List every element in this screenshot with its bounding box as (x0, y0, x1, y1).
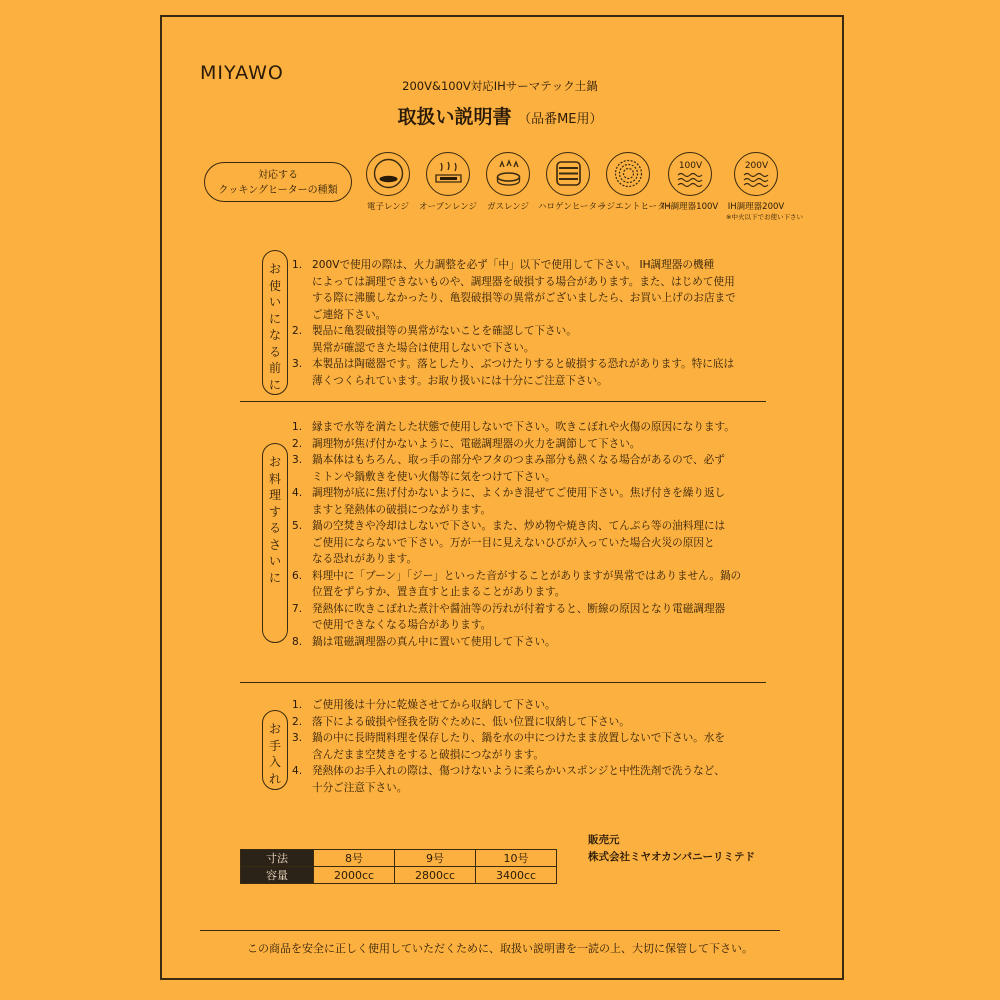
list-item (292, 730, 752, 763)
section-tag-char: さ (268, 537, 281, 552)
list-item (292, 419, 752, 436)
appliance-label: 電子レンジ (366, 202, 410, 212)
section-before-use (292, 257, 752, 389)
list-item (292, 601, 752, 634)
item-number: 4. (292, 487, 303, 499)
list-item (292, 485, 752, 518)
appliance-label: IH調理器200V (727, 202, 785, 212)
table-cell: 2800cc (395, 867, 476, 884)
section-tag-char: 理 (268, 488, 281, 502)
item-line: ご連絡下さい。 (312, 308, 387, 321)
list-item (292, 452, 752, 485)
item-text (312, 518, 752, 568)
item-number: 2. (292, 325, 303, 337)
item-text (312, 436, 752, 453)
title-suffix: （品番ME用） (518, 112, 603, 127)
section-tag-char: れ (268, 771, 281, 786)
item-text (312, 568, 752, 601)
item-line: 発熱体のお手入れの際は、傷つけないように柔らかいスポンジと中性洗剤で洗うなど、 (312, 765, 725, 777)
section-tag-char: お (268, 455, 281, 469)
item-line: で使用できなくなる場合があります。 (312, 619, 492, 631)
item-number: 1. (292, 699, 303, 711)
item-number: 7. (292, 602, 303, 615)
item-text (312, 419, 752, 436)
table-header-cell: 容量 (241, 867, 314, 884)
appliance-label: オーブンレンジ (418, 202, 478, 212)
item-number: 1. (292, 421, 303, 433)
item-number: 6. (292, 569, 303, 582)
list-item (292, 436, 752, 453)
item-text (312, 323, 752, 356)
halogen-heater-icon (546, 152, 590, 196)
item-text (312, 356, 752, 389)
item-number: 2. (292, 437, 303, 450)
item-line: 落下による破損や怪我を防ぐために、低い位置に収納して下さい。 (312, 715, 630, 728)
item-line: 含んだまま空焚きをすると破損につながります。 (312, 748, 545, 761)
item-text (312, 452, 752, 485)
item-line: ご使用にならないで下さい。万が一目に見えないひびが入っていた場合火災の原因と (312, 536, 715, 549)
item-line: 料理中に「ブーン」「ジー」といった音がすることがありますが異常ではありません。鍋の (312, 569, 742, 582)
item-line: ますと発熱体の破損につながります。 (312, 503, 492, 516)
appliance-gas (478, 152, 538, 212)
item-line: 縁まで水等を満たした状態で使用しないで下さい。吹きこぼれや火傷の原因になります。 (312, 421, 735, 433)
list-item (292, 257, 752, 323)
item-text (312, 601, 752, 634)
item-line: 十分ご注意下さい。 (312, 781, 408, 794)
microwave-icon (366, 152, 410, 196)
section-tag-text (263, 454, 287, 586)
item-number: 8. (292, 635, 303, 648)
section-tag-char: お (268, 262, 281, 276)
seller-label: 販売元 (588, 834, 620, 846)
appliance-oven (418, 152, 478, 212)
item-text (312, 763, 752, 796)
item-line: 位置をずらすか、置き直すと止まることがあります。 (312, 586, 566, 598)
table-header-cell: 寸法 (241, 850, 314, 867)
heater-label-line: 対応する (258, 170, 298, 181)
appliance-label: ラジエントヒーター (598, 202, 675, 212)
section-tag-text (263, 721, 287, 787)
list-item (292, 697, 752, 714)
item-line: 鍋の空焚きや冷却はしないで下さい。また、炒め物や焼き肉、てんぷら等の油料理には (312, 520, 726, 532)
section-tag-char: 前 (268, 361, 281, 375)
appliance-radiant (598, 152, 675, 212)
section-tag-char: に (268, 311, 281, 326)
ih-100v-badge: 100V (678, 161, 702, 171)
divider (240, 682, 766, 683)
list-item (292, 356, 752, 389)
section-tag-char: 料 (268, 471, 281, 486)
ih-200v-badge: 200V (744, 161, 768, 171)
item-text (312, 634, 752, 651)
table-cell: 8号 (314, 850, 395, 867)
section-tag-char: に (268, 377, 281, 392)
seller-name: 株式会社ミヤオカンパニーリミテド (588, 851, 755, 863)
item-number: 5. (292, 520, 303, 532)
item-text (312, 730, 752, 763)
section-tag-char: る (268, 521, 281, 535)
table-row (241, 850, 557, 867)
section-tag-before-use (262, 250, 288, 395)
appliance-microwave (358, 152, 418, 212)
table-cell: 10号 (476, 850, 557, 867)
item-line: する際に沸騰しなかったり、亀裂破損等の異常がございましたら、お買い上げのお店まで (312, 292, 736, 304)
item-line: 薄くつくられています。お取り扱いには十分にご注意下さい。 (312, 374, 608, 387)
section-cooking (292, 419, 752, 650)
section-tag-char: 手 (268, 738, 281, 753)
appliance-label: ガスレンジ (486, 202, 530, 212)
list-item (292, 714, 752, 731)
item-line: 鍋の中に長時間料理を保存したり、鍋を水の中につけたまま放置しないで下さい。水を (312, 732, 725, 744)
item-text (312, 714, 752, 731)
item-number: 4. (292, 765, 303, 777)
heater-label-line: クッキングヒーターの種類 (218, 185, 338, 196)
table-row (241, 867, 557, 884)
footer-note: この商品を安全に正しく使用していただくために、取扱い説明書を一読の上、大切に保管して下さい。 (247, 942, 753, 955)
item-line: 異常が確認できた場合は使用しないで下さい。 (312, 341, 535, 354)
appliance-note: ※中火以下でお使い下さい (726, 213, 803, 221)
section-tag-char: す (268, 504, 281, 519)
item-line: 200Vで使用の際は、火力調整を必ず「中」以下で使用して下さい。 IH調理器の機種 (312, 259, 715, 271)
ih-100v-icon (668, 152, 712, 196)
section-tag-char: お (268, 722, 281, 736)
footer-divider (200, 930, 780, 931)
section-tag-char: い (268, 554, 281, 568)
table-cell: 2000cc (314, 867, 395, 884)
item-line: なる恐れがあります。 (312, 553, 418, 565)
ih-200v-icon (734, 152, 778, 196)
divider (240, 401, 766, 402)
section-tag-text (263, 261, 287, 393)
list-item (292, 518, 752, 568)
section-tag-cooking (262, 443, 288, 643)
item-line: 発熱体に吹きこぼれた煮汁や醤油等の汚れが付着すると、断線の原因となり電磁調理器 (312, 602, 726, 615)
list-item (292, 634, 752, 651)
appliance-halogen (538, 152, 606, 212)
table-cell: 3400cc (476, 867, 557, 884)
section-tag-char: な (268, 328, 281, 342)
product-subtitle: 200V&100V対応IHサーマテック土鍋 (402, 79, 598, 93)
item-number: 3. (292, 358, 303, 370)
item-line: 製品に亀裂破損等の異常がないことを確認して下さい。 (312, 325, 577, 337)
heater-types-label (204, 162, 352, 202)
item-number: 3. (292, 454, 303, 466)
item-line: 調理物が底に焦げ付かないように、よくかき混ぜてご使用下さい。焦げ付きを繰り返し (312, 487, 726, 499)
section-tag-char: に (268, 570, 281, 585)
section-tag-char: 入 (268, 755, 281, 769)
appliance-ih-100v (660, 152, 720, 212)
section-tag-char: い (268, 295, 281, 309)
item-line: 本製品は陶磁器です。落としたり、ぶつけたりすると破損する恐れがあります。特に底は (312, 358, 735, 370)
spec-table (240, 849, 557, 884)
list-item (292, 323, 752, 356)
seller-info (588, 832, 755, 866)
item-text (312, 485, 752, 518)
item-line: ミトンや鍋敷きを使い火傷等に気をつけて下さい。 (312, 470, 556, 483)
item-number: 1. (292, 259, 303, 271)
appliance-label: IH調理器100V (661, 202, 719, 212)
item-line: によっては調理できないものや、調理器を破損する場合があります。また、はじめて使用 (312, 275, 735, 288)
brand-logo: MIYAWO (200, 62, 284, 84)
item-text (312, 697, 752, 714)
item-number: 2. (292, 715, 303, 728)
appliance-label: ハロゲンヒーター (538, 202, 606, 212)
appliance-ih-200v (726, 152, 803, 221)
item-line: 鍋は電磁調理器の真ん中に置いて使用して下さい。 (312, 635, 556, 648)
gas-stove-icon (486, 152, 530, 196)
section-tag-char: 使 (268, 278, 281, 293)
section-tag-char: る (268, 344, 281, 359)
section-tag-care (262, 710, 288, 790)
radiant-heater-icon (606, 152, 650, 196)
list-item (292, 568, 752, 601)
item-number: 3. (292, 732, 303, 744)
item-text (312, 257, 752, 323)
list-item (292, 763, 752, 796)
item-line: ご使用後は十分に乾燥させてから収納して下さい。 (312, 699, 556, 711)
section-care (292, 697, 752, 796)
title-text: 取扱い説明書 (397, 106, 512, 128)
page-title (0, 102, 1000, 129)
item-line: 鍋本体はもちろん、取っ手の部分やフタのつまみ部分も熱くなる場合があるので、必ず (312, 454, 725, 466)
item-line: 調理物が焦げ付かないように、電磁調理器の火力を調節して下さい。 (312, 437, 641, 450)
table-cell: 9号 (395, 850, 476, 867)
oven-icon (426, 152, 470, 196)
